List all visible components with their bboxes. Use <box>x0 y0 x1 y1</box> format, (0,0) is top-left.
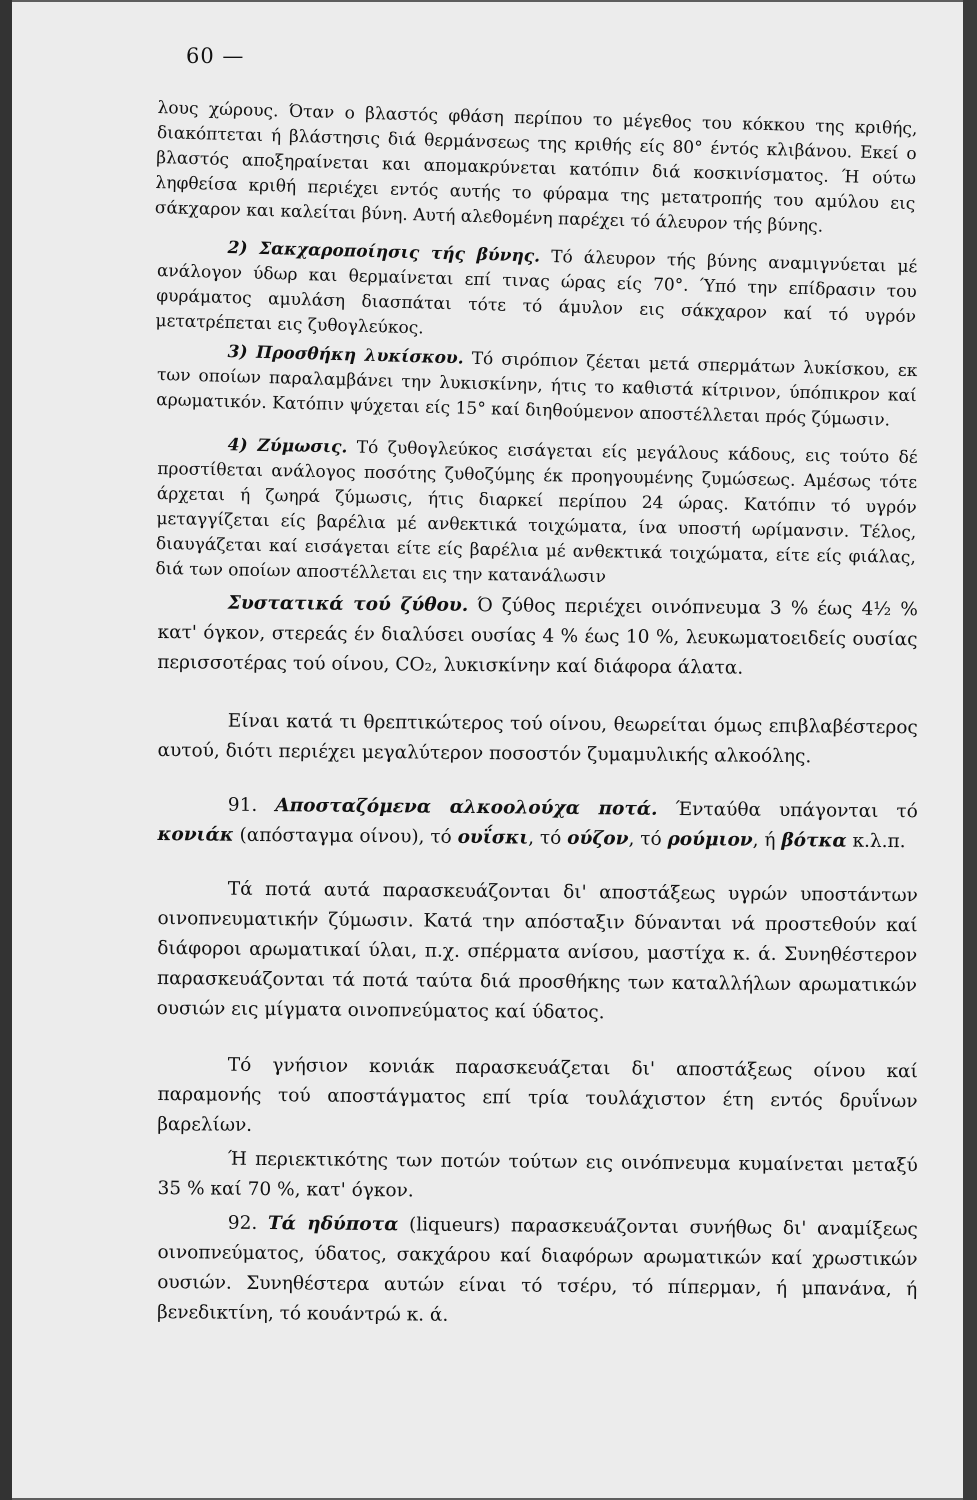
paragraph-nutrition <box>157 706 918 773</box>
paragraph-hops-addition <box>156 338 918 434</box>
paragraph-text: , τό <box>628 828 668 850</box>
paragraph-body <box>157 1208 918 1335</box>
paragraph-text: Τό σιρόπιον ζέεται μετά σπερμάτων λυκίσκου, εκ των οποίων παραλαμβάνει την λυκισκίνην, ήτις το καθιστά κίτρινον, ύπόπικρον καί αρωματικόν. Κατόπιν ψύχεται είς 15° καί διηθούμενον αποστέλλεται πρός ζύμωσιν. <box>155 348 918 431</box>
paragraph-heading: 2) Σακχαροποίησις τής βύνης. <box>227 237 541 267</box>
paragraph-text: Ένταύθα υπάγονται τό <box>657 798 918 823</box>
paragraph-malt-process <box>155 96 918 242</box>
paragraph-preparation <box>157 874 918 1031</box>
paragraph-text: Τό γνήσιον κονιάκ παρασκευάζεται δι' αποστάξεως οίνου καί παραμονής τού αποστάγματος επί τρία τουλάχιστον έτη εντός δρυΐνων βαρελίων. <box>157 1054 918 1136</box>
paragraph-beer-composition <box>157 588 918 685</box>
page-edge-shadow-right <box>963 0 977 1500</box>
paragraph-body <box>155 234 917 355</box>
paragraph-heading: Αποσταζόμενα αλκοολούχα ποτά. <box>275 795 658 820</box>
paragraph-body <box>157 790 918 857</box>
drink-term: βότκα <box>781 829 847 852</box>
paragraph-body <box>155 432 918 596</box>
section-number: 92. <box>227 1212 258 1234</box>
section-number: 91. <box>227 794 258 816</box>
drink-term: ουΐσκι <box>457 826 529 849</box>
paragraph-text: (απόσταγμα οίνου), τό <box>233 824 458 848</box>
paragraph-heading: Συστατικά τού ζύθου. <box>227 592 469 616</box>
paragraph-text: (liqueurs) παρασκευάζονται συνήθως δι' αναμίξεως οινοπνεύματος, ύδατος, σακχάρου καί διαφόρων αρωματικών καί χρωστικών ουσιών. Συνηθέστερα αυτών είναι τό τσέρυ, τό πίπερμαν, ή μπανάνα, ή βενεδικτίνη, τό κουάντρώ κ. ά. <box>156 1214 918 1326</box>
page-edge-shadow-left <box>0 0 12 1500</box>
paragraph-text: Τά ποτά αυτά παρασκευάζονται δι' αποστάξεως υγρών υποστάντων οινοπνευματικήν ζύμωσιν. Κατά την απόσταξιν δύνανται νά προστεθούν καί διάφοροι αρωματικαί ύλαι, π.χ. σπέρματα ανίσου, μαστίχα κ. ά. Συνηθέστερον παρασκευάζονται τά ποτά ταύτα διά προσθήκης των καταλλήλων αρωματικών ουσιών εις μίγματα οινοπνεύματος καί ύδατος. <box>156 878 918 1024</box>
paragraph-text: Ή περιεκτικότης των ποτών τούτων εις οινόπνευμα κυμαίνεται μεταξύ 35 % καί 70 %, κατ' όγκον. <box>157 1148 918 1202</box>
paragraph-saccharification <box>155 234 917 355</box>
paragraph-heading: 3) Προσθήκη λυκίσκου. <box>227 341 464 369</box>
paragraph-text: , ή <box>752 829 782 851</box>
paragraph-text: , τό <box>528 827 568 849</box>
paragraph-cognac <box>157 1050 918 1147</box>
paragraph-heading: Τά ηδύποτα <box>267 1213 399 1236</box>
paragraph-heading: 4) Ζύμωσις. <box>227 435 348 458</box>
paragraph-text: Είναι κατά τι θρεπτικώτερος τού οίνου, θεωρείται όμως επιβλαβέστερος αυτού, διότι περιέχει μεγαλύτερον ποσοστόν ζυμαμυλικής αλκοόλης. <box>157 710 918 768</box>
page-number: 60 — <box>186 44 245 68</box>
paragraph-text: κ.λ.π. <box>846 830 906 853</box>
paragraph-alcohol-content <box>157 1144 918 1211</box>
paragraph-liqueurs <box>157 1208 918 1335</box>
drink-term: κονιάκ <box>157 823 234 846</box>
paragraph-body <box>156 338 918 434</box>
paragraph-text: Ό ζύθος περιέχει οινόπνευμα 3 % έως 4½ % κατ' όγκον, στερεάς έν διαλύσει ουσίας 4 % έως 10 %, λευκωματοειδείς ουσίας περισσοτέρας τού οίνου, CO₂, λυκισκίνην καί διάφορα άλατα. <box>157 594 918 679</box>
paragraph-body <box>157 588 918 685</box>
paragraph-text: λους χώρους. Όταν ο βλαστός φθάση περίπου το μέγεθος του κόκκου της κριθής, διακόπτεται ή βλάστησις διά θερμάνσεως της κριθής είς 80° έντός κλιβάνου. Εκεί ο βλαστός αποξηραίνεται και απομακρύνεται κατόπιν διά κοσκινίσματος. Ή ούτω ληφθείσα κριθή περιέχει εντός αυτής το φύραμα της μετατροπής του αμύλου εις σάκχαρον και καλείται βύνη. Αυτή αλεθομένη παρέχει τό άλευρον τής βύνης. <box>154 97 918 237</box>
paragraph-distilled-drinks <box>157 790 918 857</box>
paragraph-fermentation <box>155 432 918 596</box>
drink-term: ούζον <box>567 827 629 850</box>
drink-term: ρούμιον <box>667 828 753 851</box>
paragraph-text: Τό ζυθογλεύκος εισάγεται είς μεγάλους κάδους, εις τούτο δέ προστίθεται ανάλογος ποσότης ζυθοζύμης έκ προηγουμένης ζυμώσεως. Αμέσως τότε άρχεται ή ζωηρά ζύμωσις, ήτις διαρκεί περίπου 24 ώρας. Κατόπιν τό υγρόν μεταγγίζεται είς βαρέλια μέ ανθεκτικά τοιχώματα, ίνα υποστή ωρίμανσιν. Τέλος, διαυγάζεται καί εισάγεται είτε είς βαρέλια μέ ανθεκτικά τοιχώματα, είτε είς φιάλας, διά των οποίων αποστέλλεται εις την κατανάλωσιν <box>155 437 918 588</box>
paragraph-text: Τό άλευρον τής βύνης αναμιγνύεται μέ ανάλογον ύδωρ και θερμαίνεται επί τινας ώρας είς 70°. Ύπό την επίδρασιν του φυράματος αμυλάση διασπάται τότε τό άμυλον εις σάκχαρον καί τό υγρόν μετατρέπεται εις ζυθογλεύκος. <box>155 246 918 339</box>
